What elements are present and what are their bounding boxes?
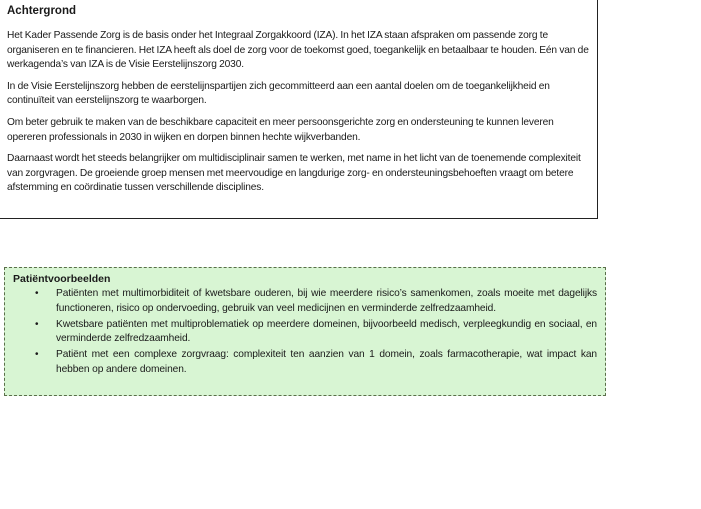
list-item [13,287,597,317]
patient-examples-callout [4,267,606,396]
list-item-text: Patiënten met multimorbiditeit of kwetsbare ouderen, bij wie meerdere risico’s samenkomen, zoals moeite met dagelijks functioneren, risico op ondervoeding, gebruik van veel medicijnen en verminderde zelfredzaamheid. [56,288,597,314]
paragraph-visie: In de Visie Eerstelijnszorg hebben de eerstelijnspartijen zich gecommitteerd aan een aantal doelen om de toegankelijkheid en continuïteit van eerstelijnszorg te waarborgen. [7,80,550,107]
list-item-text: Patiënt met een complexe zorgvraag: complexiteit ten aanzien van 1 domein, zoals farmacotherapie, wat impact kan hebben op andere domeinen. [56,349,597,375]
background-section [0,0,598,219]
paragraph-iza: Het Kader Passende Zorg is de basis onder het Integraal Zorgakkoord (IZA). In het IZA staan afspraken om passende zorg te organiseren en te financieren. Het IZA heeft als doel de zorg voor de toekomst goed, toegankelijk en betaalbaar te houden. Eén van de werkagenda’s van IZA is de Visie Eerstelijnszorg 2030. [7,30,589,71]
bullet-icon: • [35,318,39,330]
list-item [13,318,597,348]
bullet-icon: • [35,288,39,299]
bullet-icon: • [35,349,39,361]
paragraph-multidisciplinair: Daarnaast wordt het steeds belangrijker om multidisciplinair samen te werken, met name in het licht van de toenemende complexiteit van zorgvragen. De groeiende groep mensen met meervoudige en langdurige zorg- en ondersteuningsbehoeften vraagt om betere afstemming en coördinatie tussen verschillende disciplines. [7,153,581,194]
list-item-text: Kwetsbare patiënten met multiproblematiek op meerdere domeinen, bijvoorbeeld medisch, verpleegkundig en sociaal, en verminderde zelfredzaamheid. [56,318,597,345]
list-item [13,348,597,378]
callout-title: Patiëntvoorbeelden [13,273,111,285]
patient-examples-list [13,287,597,378]
paragraph-capaciteit: Om beter gebruik te maken van de beschikbare capaciteit en meer persoonsgerichte zorg en ondersteuning te kunnen leveren opereren professionals in 2030 in wijken en dorpen binnen hechte wijkverbanden. [7,116,554,143]
section-heading: Achtergrond [7,5,76,17]
